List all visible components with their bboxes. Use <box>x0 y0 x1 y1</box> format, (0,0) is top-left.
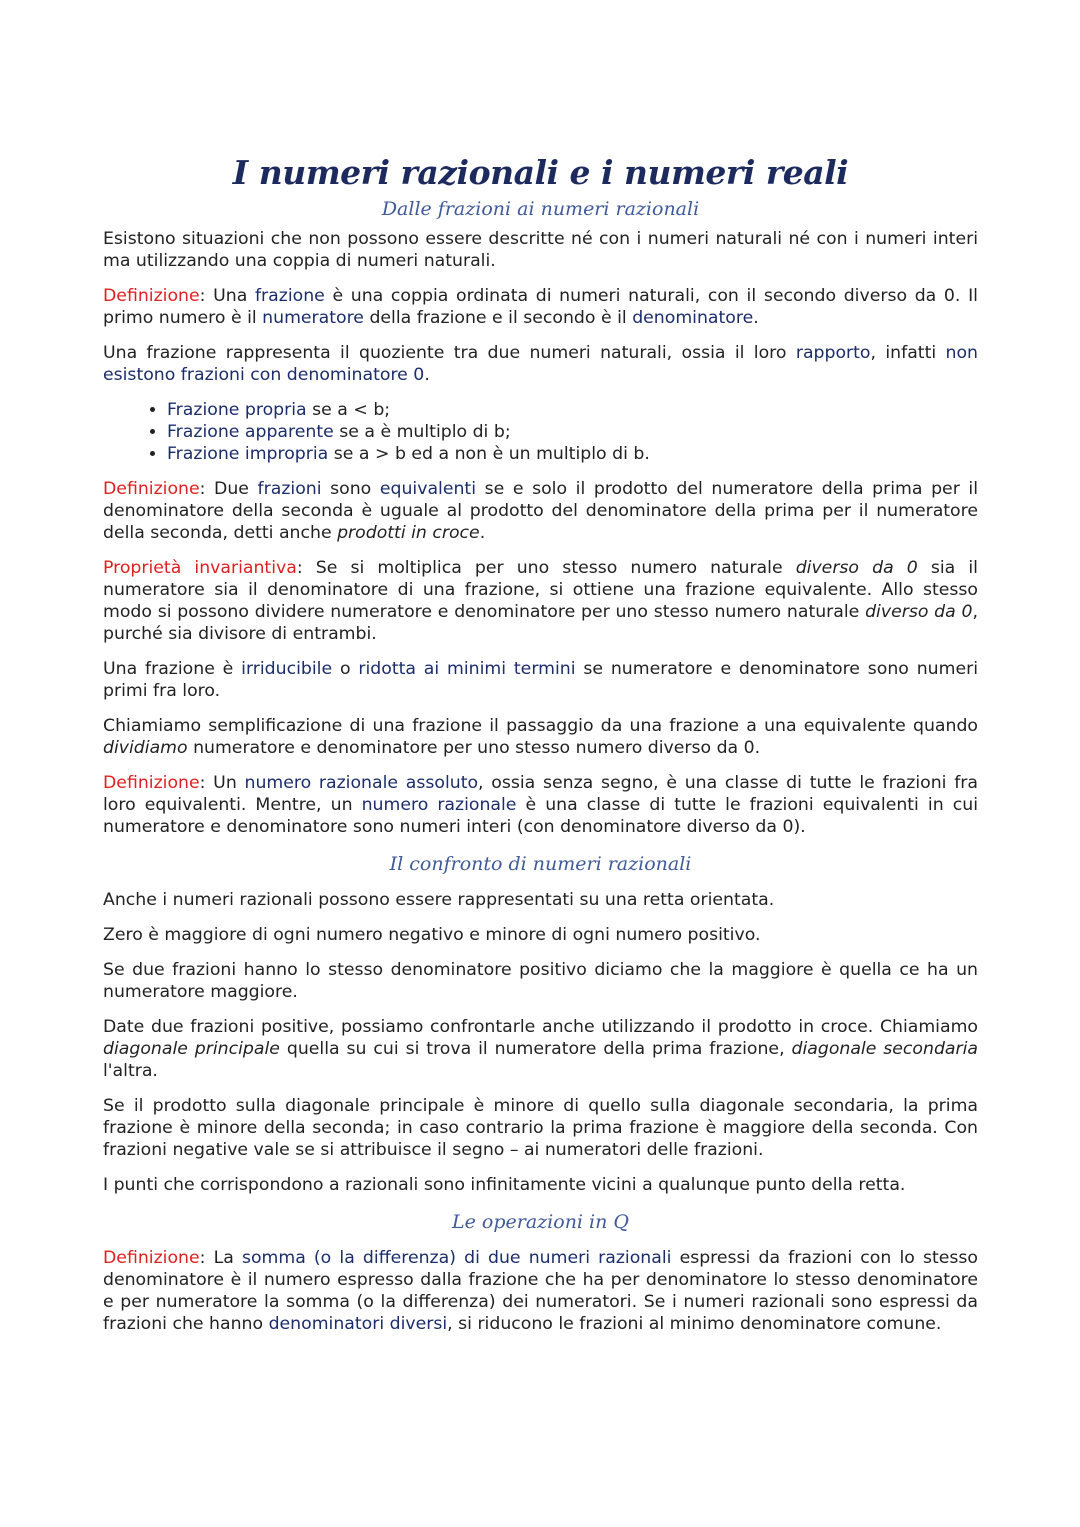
page-title: I numeri razionali e i numeri reali <box>232 153 849 192</box>
keyword: denominatore <box>632 308 754 328</box>
keyword: denominatori diversi <box>268 1314 448 1334</box>
definition-label: Definizione <box>103 286 200 306</box>
definition-rational: Definizione: Un numero razionale assoluto, ossia senza segno, è una classe di tutte le frazioni fra loro equivalenti. Mentre, un numero razionale è una classe di tutte le frazioni equivalenti in cui numeratore e denominatore sono numeri interi (con denominatore diverso da 0). <box>103 773 978 837</box>
definition-sum: Definizione: La somma (o la differenza) di due numeri razionali espressi da frazioni con lo stesso denominatore è il numero espresso dalla frazione che ha per denominatore lo stesso denominatore e per numeratore la somma (o la differenza) dei numeratori. Se i numeri razionali sono espressi da frazioni che hanno denominatori diversi, si riducono le frazioni al minimo denominatore comune. <box>103 1248 978 1334</box>
section-heading-fractions: Dalle frazioni ai numeri razionali <box>381 198 700 220</box>
definition-equivalent: Definizione: Due frazioni sono equivalenti se e solo il prodotto del numeratore della prima per il denominatore della seconda è uguale al prodotto del denominatore della prima per il numeratore della seconda, detti anche prodotti in croce. <box>103 479 979 543</box>
keyword: frazione <box>254 286 325 306</box>
paragraph-simplification: Chiamiamo semplificazione di una frazione il passaggio da una frazione a una equivalente quando dividiamo numeratore e denominatore per uno stesso numero diverso da 0. <box>103 716 978 758</box>
paragraph: I punti che corrispondono a razionali sono infinitamente vicini a qualunque punto della retta. <box>103 1175 906 1195</box>
keyword: numero razionale assoluto <box>244 773 479 793</box>
keyword: ridotta ai minimi termini <box>358 659 576 679</box>
paragraph-cross-product: Date due frazioni positive, possiamo confrontarle anche utilizzando il prodotto in croce. Chiamiamo diagonale principale quella su cui si trova il numeratore della prima frazione, diagonale secondaria l'altra. <box>103 1017 979 1081</box>
keyword: non esistono frazioni con denominatore 0 <box>103 343 978 385</box>
paragraph-irreducible: Una frazione è irriducibile o ridotta ai minimi termini se numeratore e denominatore sono numeri primi fra loro. <box>103 659 979 701</box>
keyword: somma (o la differenza) di due numeri razionali <box>241 1248 672 1268</box>
fraction-types-list <box>103 399 978 465</box>
keyword: Frazione apparente <box>167 422 334 442</box>
list-item: • Frazione apparente se a è multiplo di b; <box>167 421 978 443</box>
definition-label: Proprietà invariantiva <box>103 558 297 578</box>
paragraph-ratio: Una frazione rappresenta il quoziente tra due numeri naturali, ossia il loro rapporto, infatti non esistono frazioni con denominatore 0. <box>103 343 978 385</box>
keyword: Frazione impropria <box>167 444 329 464</box>
section-heading-comparison: Il confronto di numeri razionali <box>389 853 692 875</box>
definition-label: Definizione <box>103 1248 200 1268</box>
keyword: numeratore <box>262 308 364 328</box>
definition-label: Definizione <box>103 479 200 499</box>
paragraph: Zero è maggiore di ogni numero negativo e minore di ogni numero positivo. <box>103 925 761 945</box>
paragraph: Anche i numeri razionali possono essere rappresentati su una retta orientata. <box>103 890 775 910</box>
definition-fraction: Definizione: Una frazione è una coppia ordinata di numeri naturali, con il secondo diverso da 0. Il primo numero è il numeratore della frazione e il secondo è il denominatore. <box>103 286 978 328</box>
keyword: Frazione propria <box>167 400 307 420</box>
keyword: irriducibile <box>241 659 333 679</box>
paragraph-intro: Esistono situazioni che non possono essere descritte né con i numeri naturali né con i numeri interi ma utilizzando una coppia di numeri naturali. <box>103 229 978 271</box>
keyword: equivalenti <box>379 479 476 499</box>
property-invariant: Proprietà invariantiva: Se si moltiplica per uno stesso numero naturale diverso da 0 sia il numeratore sia il denominatore di una frazione, si ottiene una frazione equivalente. Allo stesso modo si possono dividere numeratore e denominatore per uno stesso numero naturale diverso da 0, purché sia divisore di entrambi. <box>103 558 978 644</box>
document-page <box>103 150 978 1348</box>
list-item: • Frazione propria se a < b; <box>167 399 978 421</box>
keyword: numero razionale <box>361 795 517 815</box>
definition-label: Definizione <box>103 773 200 793</box>
keyword: rapporto <box>795 343 871 363</box>
paragraph: Se il prodotto sulla diagonale principale è minore di quello sulla diagonale secondaria, la prima frazione è minore della seconda; in caso contrario la prima frazione è maggiore della seconda. Con frazioni negative vale se si attribuisce il segno – ai numeratori delle frazioni. <box>103 1096 978 1160</box>
paragraph: Se due frazioni hanno lo stesso denominatore positivo diciamo che la maggiore è quella ce ha un numeratore maggiore. <box>103 960 978 1002</box>
section-heading-operations: Le operazioni in Q <box>452 1211 629 1233</box>
keyword: frazioni <box>257 479 322 499</box>
list-item: • Frazione impropria se a > b ed a non è un multiplo di b. <box>167 443 978 465</box>
